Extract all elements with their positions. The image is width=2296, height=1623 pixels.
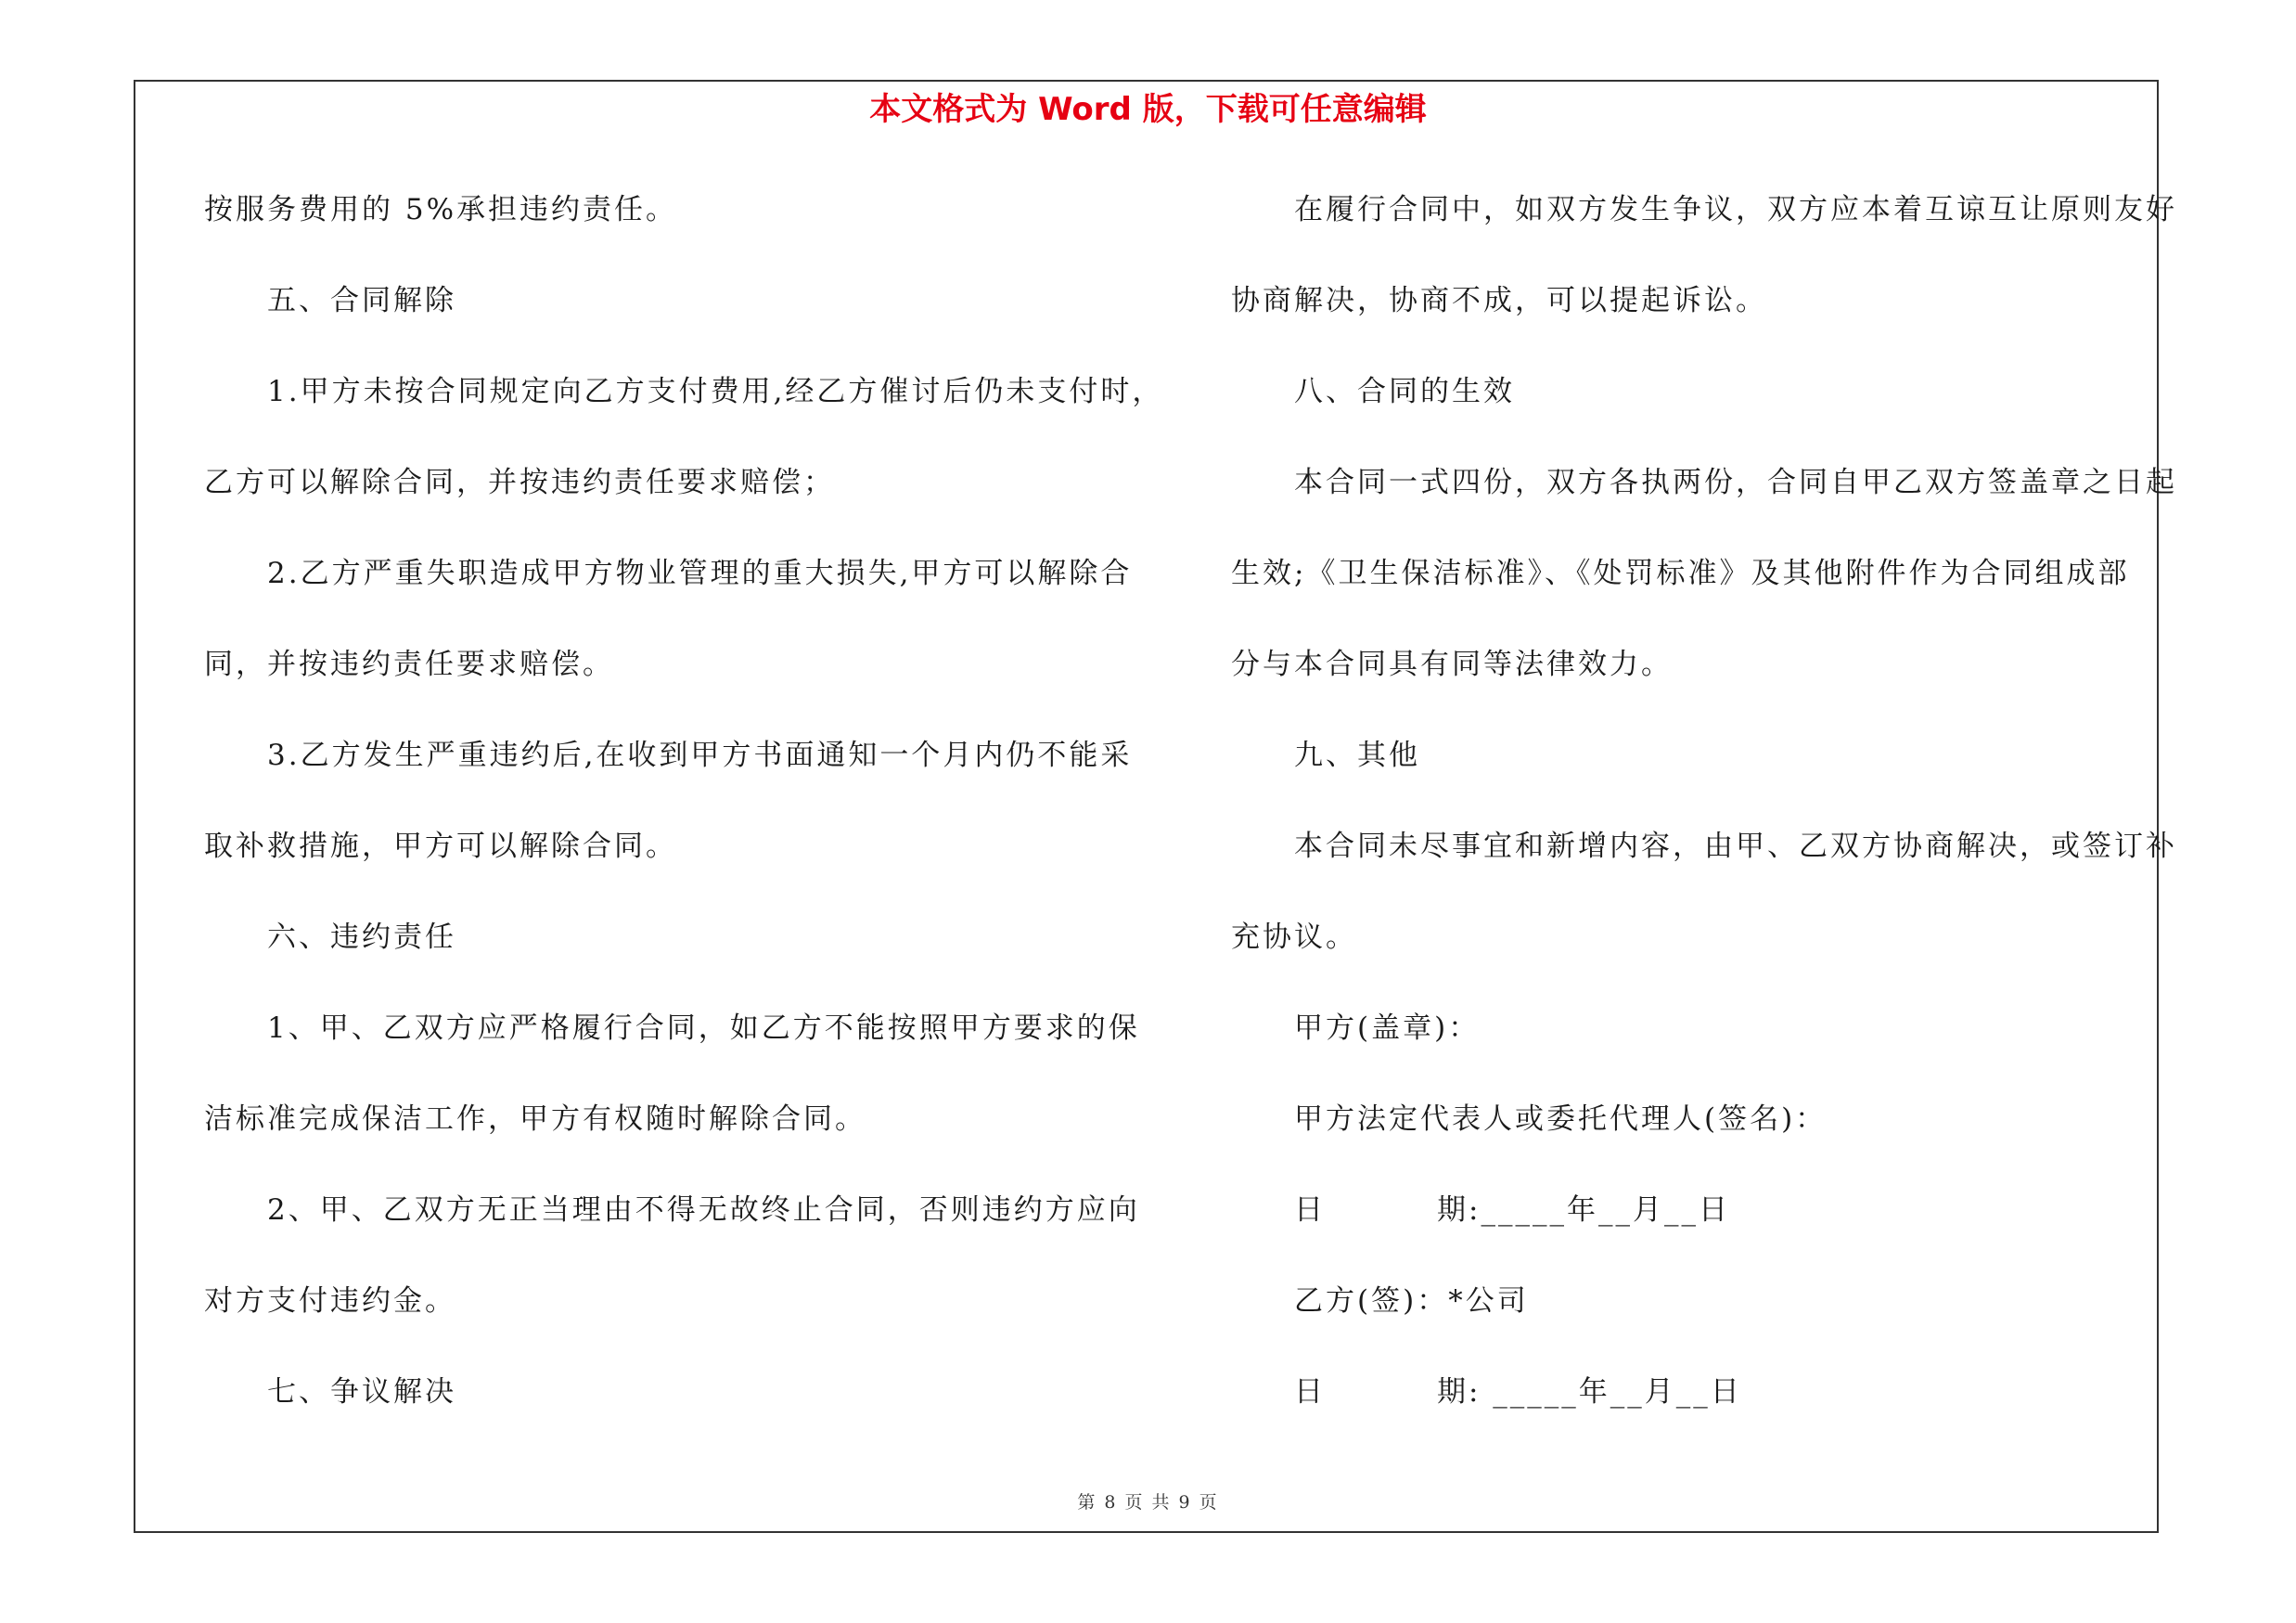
party-a-seal-label: 甲方(盖章)： bbox=[1294, 1011, 1481, 1045]
party-a-representative-label: 甲方法定代表人或委托代理人(签名)： bbox=[1294, 1102, 1828, 1136]
party-b-sign-label: 乙方(签)：*公司 bbox=[1294, 1284, 1529, 1318]
date-label-1: 日 bbox=[1294, 1193, 1326, 1227]
left-line-3: 1.甲方未按合同规定向乙方支付费用,经乙方催讨后仍未支付时， bbox=[267, 375, 1164, 408]
left-line-1: 按服务费用的 5%承担违约责任。 bbox=[204, 193, 678, 226]
left-line-5: 2.乙方严重失职造成甲方物业管理的重大损失,甲方可以解除合 bbox=[267, 557, 1133, 590]
party-a-date-line bbox=[1231, 1186, 2149, 1277]
left-line-6: 同，并按违约责任要求赔偿。 bbox=[204, 648, 614, 681]
section-heading-termination: 五、合同解除 bbox=[267, 284, 456, 317]
left-line-11: 洁标准完成保洁工作，甲方有权随时解除合同。 bbox=[204, 1102, 866, 1136]
left-column bbox=[204, 186, 1178, 1459]
left-line-12: 2、甲、乙双方无正当理由不得无故终止合同，否则违约方应向 bbox=[267, 1193, 1140, 1227]
left-line-10: 1、甲、乙双方应严格履行合同，如乙方不能按照甲方要求的保 bbox=[267, 1011, 1140, 1045]
document-banner: 本文格式为 Word 版，下载可任意编辑 bbox=[869, 91, 1427, 128]
left-line-4: 乙方可以解除合同，并按违约责任要求赔偿； bbox=[204, 466, 835, 499]
section-heading-other: 九、其他 bbox=[1294, 739, 1420, 772]
page-footer: 第 8 页 共 9 页 bbox=[1077, 1492, 1219, 1513]
date-value-2: 期: _____年__月__日 bbox=[1437, 1375, 1742, 1409]
left-line-8: 取补救措施，甲方可以解除合同。 bbox=[204, 830, 677, 863]
section-heading-liability: 六、违约责任 bbox=[267, 921, 456, 954]
party-b-date-line bbox=[1231, 1368, 2149, 1459]
section-heading-dispute: 七、争议解决 bbox=[267, 1375, 456, 1409]
right-line-5: 生效;《卫生保洁标准》、《处罚标准》及其他附件作为合同组成部 bbox=[1231, 557, 2130, 590]
right-line-8: 本合同未尽事宜和新增内容，由甲、乙双方协商解决，或签订补 bbox=[1294, 830, 2177, 863]
right-line-6: 分与本合同具有同等法律效力。 bbox=[1231, 648, 1673, 681]
right-line-4: 本合同一式四份，双方各执两份，合同自甲乙双方签盖章之日起 bbox=[1294, 466, 2177, 499]
left-line-13: 对方支付违约金。 bbox=[204, 1284, 456, 1318]
right-line-9: 充协议。 bbox=[1231, 921, 1357, 954]
date-value-1: 期:_____年__月__日 bbox=[1437, 1193, 1730, 1227]
date-label-2: 日 bbox=[1294, 1375, 1326, 1409]
right-line-2: 协商解决，协商不成，可以提起诉讼。 bbox=[1231, 284, 1767, 317]
right-line-1: 在履行合同中，如双方发生争议，双方应本着互谅互让原则友好 bbox=[1294, 193, 2177, 226]
section-heading-effectiveness: 八、合同的生效 bbox=[1294, 375, 1515, 408]
right-column bbox=[1231, 186, 2177, 1459]
left-line-7: 3.乙方发生严重违约后,在收到甲方书面通知一个月内仍不能采 bbox=[267, 739, 1133, 772]
